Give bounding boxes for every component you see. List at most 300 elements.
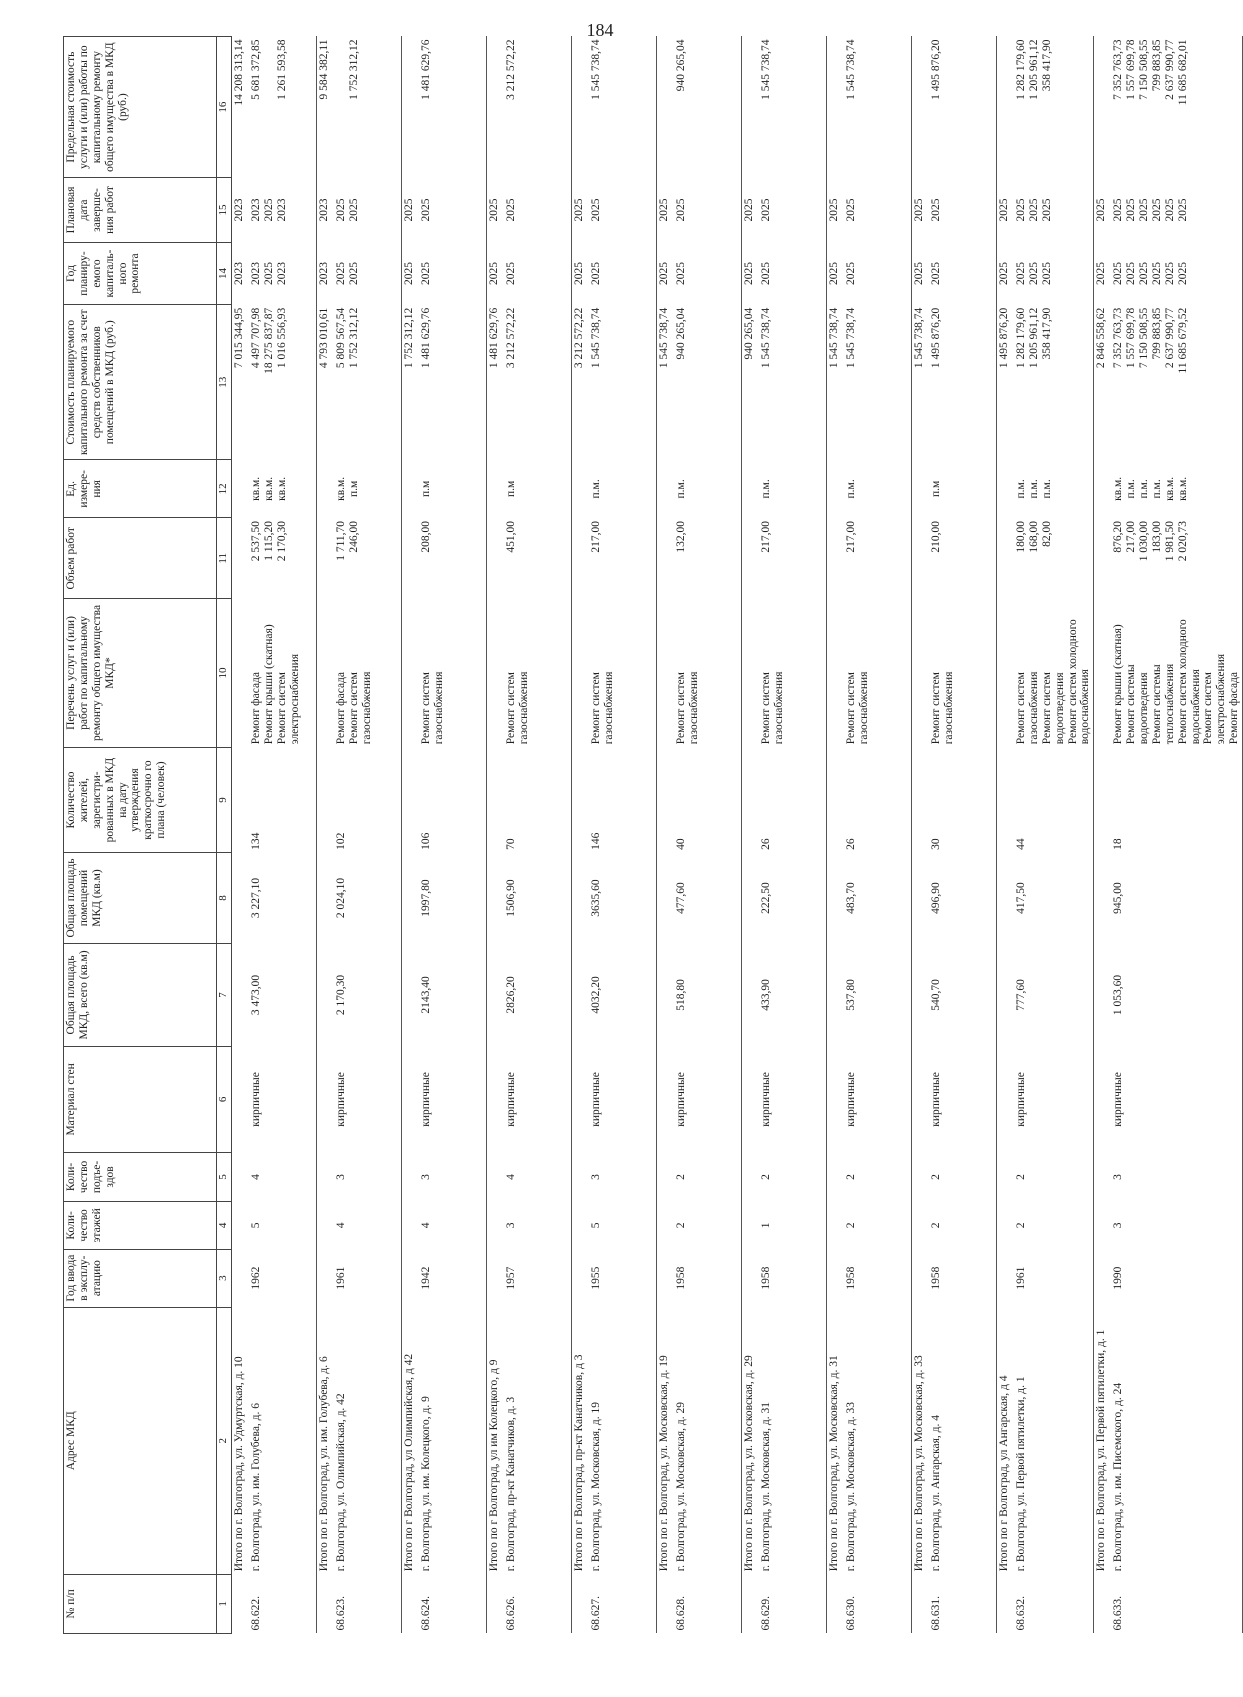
end-date-cell-line: 2025: [1150, 198, 1163, 222]
works-cell: [929, 599, 997, 748]
floors-cell: 5: [589, 1202, 657, 1249]
works-cell-line: Ремонт систем электроснабжения: [275, 653, 301, 745]
empty-cell: [997, 1249, 1015, 1307]
empty-cell: [572, 1574, 590, 1633]
row-number: 68.630.: [844, 1574, 912, 1633]
subtotal-end-date: 2025: [913, 198, 925, 222]
limit-cell-line: 1 545 738,74: [760, 39, 772, 100]
volume-cell-line: 82,00: [1040, 520, 1053, 547]
volume-cell: [674, 518, 742, 599]
plan-year-cell: [249, 242, 317, 304]
works-cell-line: Ремонт фасада: [1228, 671, 1241, 745]
empty-cell: [657, 853, 675, 943]
empty-cell: [572, 747, 590, 853]
subtotal-limit: [657, 37, 675, 178]
empty-cell: [1094, 853, 1112, 943]
limit-cell: [419, 37, 487, 178]
empty-cell: [402, 1047, 420, 1153]
row-number: 68.626.: [504, 1574, 572, 1633]
residents-cell: 44: [1014, 747, 1094, 853]
residents-cell: 146: [589, 747, 657, 853]
table-row: [589, 37, 657, 1634]
subtotal-row: [657, 37, 675, 1634]
empty-cell: [572, 599, 590, 748]
end-date-cell-line: 2025: [930, 198, 942, 222]
plan-year-cell-line: 2025: [930, 262, 942, 286]
empty-cell: [402, 943, 420, 1046]
empty-cell: [997, 1152, 1015, 1202]
subtotal-cost: 1 545 738,74: [913, 307, 925, 369]
empty-cell: [232, 943, 250, 1046]
volume-cell: [589, 518, 657, 599]
empty-cell: [742, 943, 760, 1046]
limit-cell-line: [335, 40, 348, 175]
cost-cell: [674, 305, 742, 460]
volume-cell-line: 451,00: [505, 520, 517, 553]
empty-cell: [402, 1202, 420, 1249]
limit-cell-line: 7 352 763,73: [1112, 39, 1125, 100]
subtotal-year: 2025: [488, 262, 500, 286]
volume-cell-line: 1 711,70: [335, 520, 347, 561]
volume-cell-line: 217,00: [760, 520, 772, 553]
works-cell: [419, 599, 487, 748]
column-header: Коли-чество этажей: [64, 1202, 217, 1249]
limit-cell-line: 940 265,04: [675, 39, 687, 92]
subtotal-row: [572, 37, 590, 1634]
column-header: Материал стен: [64, 1047, 217, 1153]
subtotal-label: Итого по г. Волгоград, ул. Московская, д. 29: [743, 1355, 755, 1572]
subtotal-limit: [1094, 37, 1112, 178]
empty-cell: [487, 1202, 505, 1249]
empty-cell: [232, 1047, 250, 1153]
plan-year-cell-line: 2025: [335, 262, 347, 286]
empty-cell: [232, 1249, 250, 1307]
column-number: 11: [217, 518, 232, 599]
entrances-cell: 3: [419, 1152, 487, 1202]
empty-cell: [997, 1047, 1015, 1153]
end-date-cell-line: 2025: [1176, 198, 1189, 222]
empty-cell: [912, 747, 930, 853]
table-row: [419, 37, 487, 1634]
plan-year-cell-line: 2025: [1027, 262, 1040, 286]
floors-cell: 2: [674, 1202, 742, 1249]
plan-year-cell-line: 2025: [347, 262, 360, 286]
empty-cell: [317, 599, 335, 748]
entrances-cell: 4: [504, 1152, 572, 1202]
empty-cell: [572, 460, 590, 518]
cost-cell-line: 1 545 738,74: [590, 307, 602, 369]
works-cell-line: Ремонт систем газоснабжения: [347, 671, 373, 745]
subtotal-cost: 7 015 344,95: [233, 307, 245, 369]
end-date-cell-line: 2025: [1040, 198, 1053, 222]
empty-cell: [997, 747, 1015, 853]
limit-cell-line: 1 545 738,74: [590, 39, 602, 100]
header-row: [64, 37, 217, 1634]
end-date-cell-line: 2025: [1015, 198, 1027, 222]
unit-cell: [844, 460, 912, 518]
limit-cell-line: [263, 40, 276, 175]
subtotal-row: [1094, 37, 1112, 1634]
subtotal-cost: 1 495 876,20: [998, 307, 1010, 369]
table-row: [844, 37, 912, 1634]
plan-year-cell: [419, 242, 487, 304]
limit-cell: [1014, 37, 1094, 178]
end-date-cell: [844, 178, 912, 243]
material-cell: кирпичные: [419, 1047, 487, 1153]
column-header: Количество жителей, зарегистри-рованных в МКД на дату утверждения краткосрочно го плана (человек): [64, 747, 217, 853]
unit-cell-line: п.м.: [675, 479, 687, 499]
empty-cell: [997, 518, 1015, 599]
row-number: 68.623.: [334, 1574, 402, 1633]
column-number: 7: [217, 943, 232, 1046]
table-row: [1014, 37, 1094, 1634]
subtotal-end-date: 2023: [233, 198, 245, 222]
empty-cell: [317, 1574, 335, 1633]
cost-cell: [334, 305, 402, 460]
unit-cell-line: п.м: [505, 480, 517, 498]
unit-cell-line: кв.м.: [262, 476, 275, 501]
address-cell: г. Волгоград, ул. Ангарская, д. 4: [929, 1307, 997, 1574]
material-cell: кирпичные: [674, 1047, 742, 1153]
empty-cell: [997, 1574, 1015, 1633]
floors-cell: 1: [759, 1202, 827, 1249]
year-cell: 1958: [844, 1249, 912, 1307]
plan-year-cell-line: 2025: [675, 262, 687, 286]
entrances-cell: 4: [249, 1152, 317, 1202]
cost-cell-line: 799 883,85: [1150, 307, 1163, 360]
empty-cell: [657, 1152, 675, 1202]
total-area-cell: 537,80: [844, 943, 912, 1046]
subtotal-limit: [827, 37, 845, 178]
plan-year-cell: [504, 242, 572, 304]
volume-cell: [249, 518, 317, 599]
empty-cell: [487, 518, 505, 599]
year-cell: 1961: [1014, 1249, 1094, 1307]
subtotal-limit: [912, 37, 930, 178]
residents-cell: 30: [929, 747, 997, 853]
limit-cell-line: 5 681 372,85: [250, 39, 262, 100]
empty-cell: [1094, 1249, 1112, 1307]
subtotal-end-date: 2025: [658, 198, 670, 222]
row-number: 68.632.: [1014, 1574, 1094, 1633]
row-number: 68.624.: [419, 1574, 487, 1633]
entrances-cell: 2: [1014, 1152, 1094, 1202]
plan-year-cell: [929, 242, 997, 304]
floors-cell: 2: [929, 1202, 997, 1249]
works-cell-line: Ремонт систем газоснабжения: [845, 671, 870, 745]
works-cell: [844, 599, 912, 748]
empty-cell: [402, 460, 420, 518]
unit-cell-line: п.м: [420, 480, 432, 498]
rotated-page: [63, 36, 1241, 1634]
empty-cell: [1094, 1152, 1112, 1202]
subtotal-label: Итого по г. Волгоград, ул. Первой пятилетки, д. 1: [1095, 1329, 1108, 1572]
end-date-cell: [1014, 178, 1094, 243]
unit-cell: [759, 460, 827, 518]
end-date-cell-line: 2025: [335, 198, 347, 222]
works-cell-line: Ремонт систем газоснабжения: [1015, 671, 1040, 745]
cost-cell-line: 1 752 312,12: [347, 307, 360, 369]
empty-cell: [317, 943, 335, 1046]
limit-cell: [759, 37, 827, 178]
limit-cell-line: 1 752 312,12: [347, 39, 360, 100]
volume-cell-line: 217,00: [1125, 520, 1138, 553]
end-date-cell-line: 2025: [1112, 198, 1125, 222]
works-cell-line: Ремонт систем водоотведения: [1040, 672, 1066, 745]
plan-year-cell-line: 2025: [590, 262, 602, 286]
year-cell: 1958: [929, 1249, 997, 1307]
end-date-cell-line: 2025: [845, 198, 857, 222]
column-number: 15: [217, 178, 232, 243]
empty-cell: [827, 747, 845, 853]
empty-cell: [232, 1202, 250, 1249]
empty-cell: [572, 853, 590, 943]
entrances-cell: 3: [1111, 1152, 1242, 1202]
address-cell: г. Волгоград, ул. им. Голубева, д. 6: [249, 1307, 317, 1574]
limit-cell-line: 358 417,90: [1040, 39, 1053, 92]
unit-cell-line: кв.м.: [1163, 476, 1176, 501]
end-date-cell-line: 2025: [1163, 198, 1176, 222]
material-cell: кирпичные: [334, 1047, 402, 1153]
premises-area-cell: 945,00: [1111, 853, 1242, 943]
column-number-row: [217, 37, 232, 1634]
capital-repair-table: [63, 36, 1243, 1634]
plan-year-cell-line: 2023: [275, 262, 288, 286]
entrances-cell: 2: [674, 1152, 742, 1202]
end-date-cell: [504, 178, 572, 243]
empty-cell: [487, 1152, 505, 1202]
year-cell: 1958: [759, 1249, 827, 1307]
end-date-cell-line: 2025: [760, 198, 772, 222]
empty-cell: [742, 460, 760, 518]
year-cell: 1957: [504, 1249, 572, 1307]
empty-cell: [657, 747, 675, 853]
plan-year-cell: [1014, 242, 1094, 304]
subtotal-cost: 1 545 738,74: [658, 307, 670, 369]
works-cell: [504, 599, 572, 748]
works-cell-line: Ремонт систем газоснабжения: [590, 671, 615, 745]
column-number: 6: [217, 1047, 232, 1153]
total-area-cell: 433,90: [759, 943, 827, 1046]
empty-cell: [317, 1047, 335, 1153]
cost-cell-line: 18 275 837,87: [262, 307, 275, 374]
works-cell-line: Ремонт систем холодного водоснабжения: [1066, 619, 1092, 745]
unit-cell-line: кв.м.: [1176, 476, 1189, 501]
unit-cell: [334, 460, 402, 518]
empty-cell: [827, 853, 845, 943]
unit-cell-line: кв.м.: [250, 476, 262, 501]
end-date-cell: [929, 178, 997, 243]
address-cell: г. Волгоград, ул. им. Писемского, д. 24: [1111, 1307, 1242, 1574]
volume-cell-line: 1 115,20: [262, 520, 275, 561]
unit-cell-line: п.м.: [1040, 479, 1053, 499]
subtotal-row: [827, 37, 845, 1634]
empty-cell: [402, 518, 420, 599]
plan-year-cell: [674, 242, 742, 304]
subtotal-label: Итого по г. Волгоград, ул. Московская, д. 31: [828, 1355, 840, 1572]
subtotal-label: Итого по г Волгоград, ул Ангарская, д 4: [998, 1375, 1010, 1572]
plan-year-cell-line: 2025: [1040, 262, 1053, 286]
subtotal-label: Итого по г. Волгоград, ул. Московская, д. 19: [658, 1355, 670, 1572]
volume-cell: [759, 518, 827, 599]
unit-cell-line: п.м.: [760, 479, 772, 499]
volume-cell-line: 2 020,73: [1176, 520, 1189, 562]
cost-cell-line: 1 495 876,20: [930, 307, 942, 369]
residents-cell: 106: [419, 747, 487, 853]
subtotal-label: Итого по г Волгоград, ул Олимпийская, д 42: [403, 1353, 415, 1572]
empty-cell: [742, 1047, 760, 1153]
row-number: 68.629.: [759, 1574, 827, 1633]
limit-cell-line: 1 557 699,78: [1125, 39, 1138, 100]
subtotal-year: 2025: [743, 262, 755, 286]
table-row: [929, 37, 997, 1634]
address-cell: г. Волгоград, ул. им. Колецкого, д. 9: [419, 1307, 487, 1574]
limit-cell-line: 3 212 572,22: [505, 39, 517, 100]
works-cell-line: Ремонт крыши (скатная): [262, 624, 275, 745]
end-date-cell: [249, 178, 317, 243]
unit-cell-line: п.м.: [1125, 479, 1138, 499]
material-cell: кирпичные: [589, 1047, 657, 1153]
table-row: [674, 37, 742, 1634]
plan-year-cell-line: 2025: [760, 262, 772, 286]
premises-area-cell: 3635,60: [589, 853, 657, 943]
empty-cell: [827, 1574, 845, 1633]
limit-cell-line: 1 282 179,60: [1015, 39, 1027, 100]
empty-cell: [232, 599, 250, 748]
floors-cell: 4: [334, 1202, 402, 1249]
subtotal-end-date: 2025: [403, 198, 415, 222]
empty-cell: [317, 460, 335, 518]
column-number: 14: [217, 242, 232, 304]
empty-cell: [657, 460, 675, 518]
address-cell: г. Волгоград, ул. Московская, д. 31: [759, 1307, 827, 1574]
cost-cell-line: 358 417,90: [1040, 307, 1053, 360]
column-header: Предельная стоимость услуги и (или) работы по капитальному ремонту общего имущества в МКД (руб.): [64, 37, 217, 178]
volume-cell: [844, 518, 912, 599]
subtotal-row: [317, 37, 335, 1634]
empty-cell: [572, 1202, 590, 1249]
empty-cell: [232, 1152, 250, 1202]
limit-cell-line: 7 150 508,55: [1138, 39, 1150, 100]
residents-cell: 18: [1111, 747, 1242, 853]
subtotal-limit: 14 208 313,14: [233, 39, 245, 106]
column-header: Ед. измере-ния: [64, 460, 217, 518]
end-date-cell: [1111, 178, 1242, 243]
plan-year-cell-line: 2025: [1150, 262, 1163, 286]
empty-cell: [657, 599, 675, 748]
residents-cell: 40: [674, 747, 742, 853]
floors-cell: 5: [249, 1202, 317, 1249]
works-cell-line: Ремонт систем газоснабжения: [930, 671, 955, 745]
empty-cell: [742, 853, 760, 943]
premises-area-cell: 1997,80: [419, 853, 487, 943]
subtotal-year: 2023: [233, 262, 245, 286]
end-date-cell-line: 2023: [275, 198, 288, 222]
subtotal-cost: 1 752 312,12: [403, 307, 415, 369]
empty-cell: [912, 518, 930, 599]
empty-cell: [997, 1202, 1015, 1249]
subtotal-end-date: 2023: [318, 198, 330, 222]
empty-cell: [827, 1202, 845, 1249]
total-area-cell: 518,80: [674, 943, 742, 1046]
works-cell-line: Ремонт систем холодного водоснабжения: [1176, 619, 1202, 745]
column-header: Стоимость планируемого капитального ремонта за счет средств собственников помещений в МКД (руб.): [64, 305, 217, 460]
year-cell: 1962: [249, 1249, 317, 1307]
cost-cell: [419, 305, 487, 460]
plan-year-cell: [759, 242, 827, 304]
unit-cell-line: п.м.: [590, 479, 602, 499]
empty-cell: [827, 518, 845, 599]
limit-cell-line: 1 261 593,58: [275, 39, 288, 100]
works-cell: [334, 599, 402, 748]
cost-cell-line: 1 481 629,76: [420, 307, 432, 369]
total-area-cell: 3 473,00: [249, 943, 317, 1046]
floors-cell: 3: [504, 1202, 572, 1249]
empty-cell: [742, 1202, 760, 1249]
cost-cell: [249, 305, 317, 460]
empty-cell: [742, 1574, 760, 1633]
page-number: 184: [586, 20, 614, 40]
empty-cell: [317, 518, 335, 599]
column-header: № п/п: [64, 1574, 217, 1633]
entrances-cell: 2: [929, 1152, 997, 1202]
empty-cell: [572, 1047, 590, 1153]
end-date-cell: [334, 178, 402, 243]
unit-cell-line: п.м.: [1150, 479, 1163, 499]
material-cell: кирпичные: [249, 1047, 317, 1153]
subtotal-limit: [402, 37, 420, 178]
subtotal-row: [402, 37, 420, 1634]
subtotal-limit: [572, 37, 590, 178]
end-date-cell-line: 2025: [590, 198, 602, 222]
material-cell: кирпичные: [759, 1047, 827, 1153]
table-row: [249, 37, 317, 1634]
empty-cell: [1094, 1202, 1112, 1249]
empty-cell: [317, 747, 335, 853]
subtotal-limit: [742, 37, 760, 178]
cost-cell-line: 4 497 707,98: [250, 307, 262, 369]
empty-cell: [317, 1249, 335, 1307]
limit-cell: [929, 37, 997, 178]
column-header: Перечень услуг и (или) работ по капитальному ремонту общего имущества МКД*: [64, 599, 217, 748]
premises-area-cell: 2 024,10: [334, 853, 402, 943]
limit-cell-line: 1 205 961,12: [1027, 39, 1040, 100]
plan-year-cell-line: 2023: [250, 262, 262, 286]
residents-cell: 70: [504, 747, 572, 853]
row-number: 68.633.: [1111, 1574, 1242, 1633]
unit-cell: [589, 460, 657, 518]
cost-cell-line: 7 150 508,55: [1138, 307, 1150, 369]
subtotal-cost: 3 212 572,22: [573, 307, 585, 369]
unit-cell: [419, 460, 487, 518]
entrances-cell: 2: [844, 1152, 912, 1202]
address-cell: г. Волгоград, ул. Московская, д. 19: [589, 1307, 657, 1574]
unit-cell-line: п.м.: [1138, 479, 1150, 499]
volume-cell: [419, 518, 487, 599]
unit-cell-line: кв.м.: [1112, 476, 1125, 501]
column-number: 10: [217, 599, 232, 748]
works-cell-line: Ремонт систем газоснабжения: [505, 671, 530, 745]
volume-cell-line: 208,00: [420, 520, 432, 553]
column-number: 12: [217, 460, 232, 518]
cost-cell-line: 940 265,04: [675, 307, 687, 360]
empty-cell: [232, 460, 250, 518]
volume-cell-line: 217,00: [845, 520, 857, 553]
volume-cell: [929, 518, 997, 599]
works-cell: [759, 599, 827, 748]
empty-cell: [912, 460, 930, 518]
empty-cell: [232, 518, 250, 599]
